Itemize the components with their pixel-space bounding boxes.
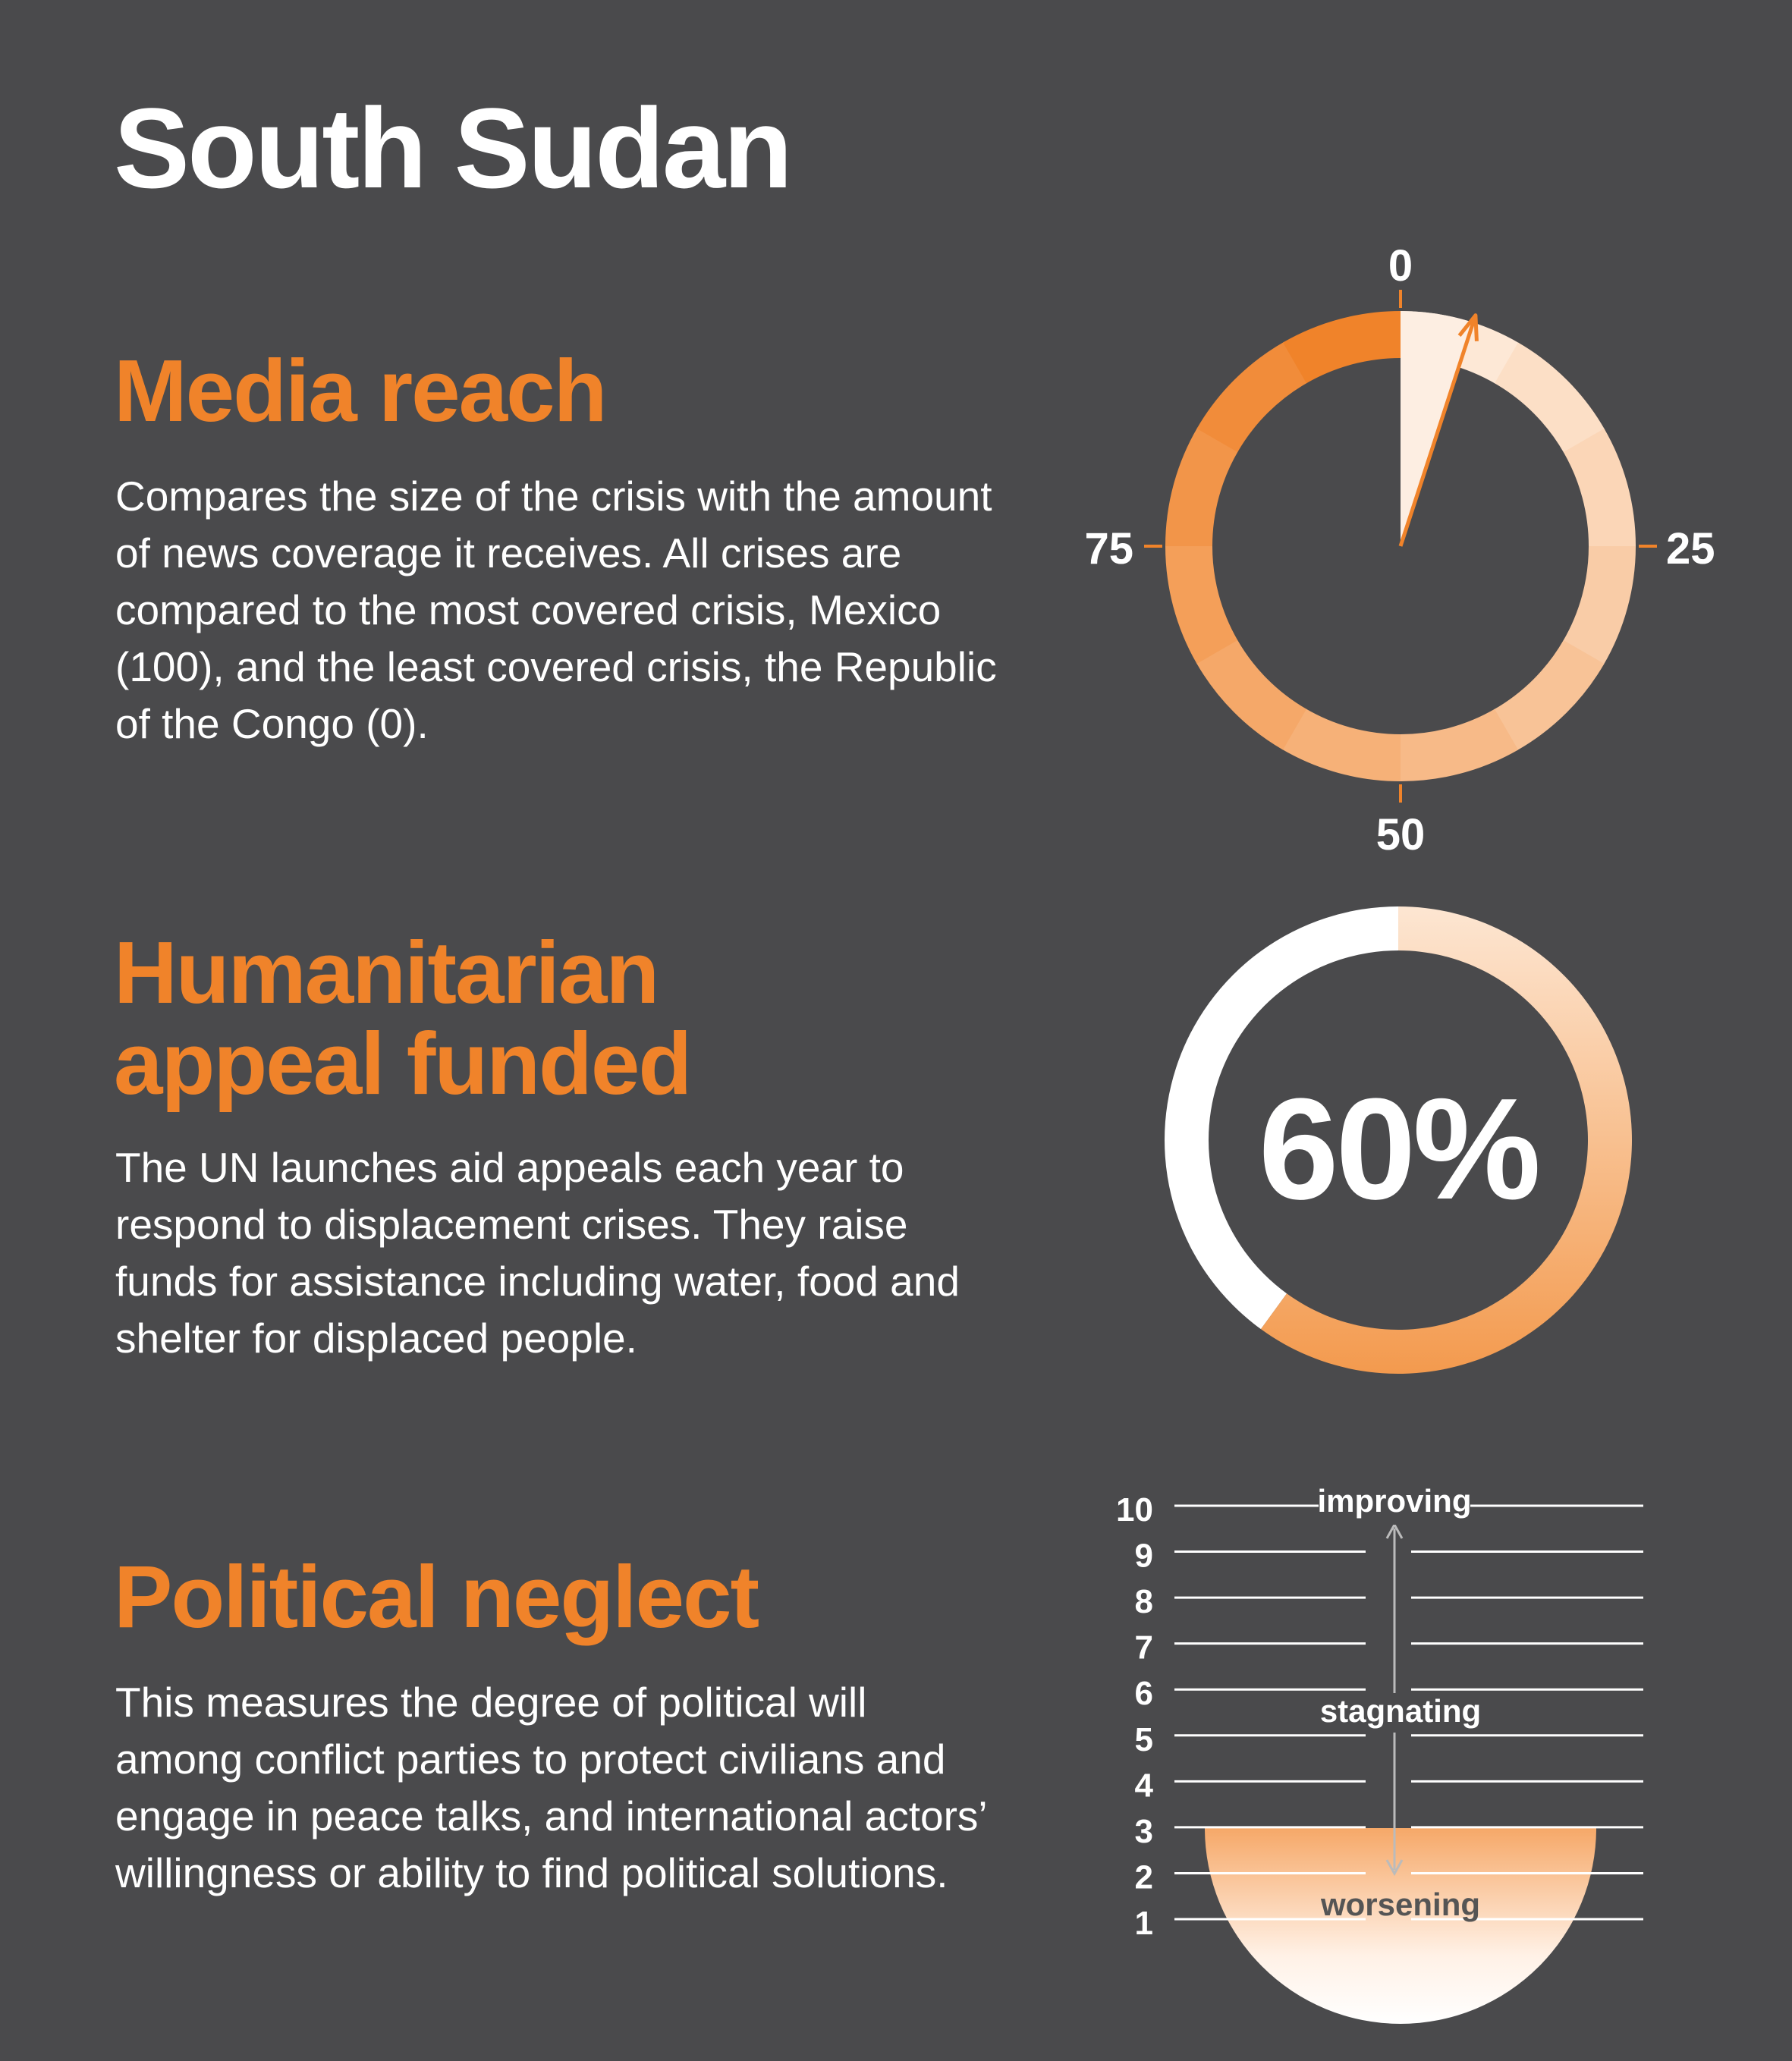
scale-tick-label: 7 (1134, 1629, 1153, 1667)
scale-tick-label: 6 (1134, 1675, 1153, 1713)
political-neglect-description: This measures the degree of political will among conflict parties to protect civilians and engage in peace talks, and international actors’ willingness or ability to find political solutions. (115, 1679, 986, 1896)
gauge-segment (1494, 640, 1605, 750)
scale-tick-label: 10 (1116, 1491, 1153, 1528)
donut-value-label: 60% (1258, 1069, 1539, 1230)
gauge-tick-label-75: 75 (1084, 524, 1133, 573)
gauge-tick-label-0: 0 (1388, 241, 1413, 291)
appeal-funded-heading: Humanitarian appeal funded (114, 923, 691, 1113)
gauge-tick-label-50: 50 (1375, 810, 1426, 859)
appeal-funded-description: The UN launches aid appeals each year to respond to displacement crises. They raise funds for assistance including water, food and shelter for displaced people. (115, 1144, 960, 1362)
political-neglect-heading: Political neglect (114, 1547, 759, 1646)
scale-level-improving: improving (1317, 1483, 1472, 1519)
gauge-segment (1564, 429, 1636, 548)
gauge-segment (1197, 342, 1308, 452)
scale-level-stagnating: stagnating (1319, 1693, 1482, 1729)
scale-fill (1205, 1828, 1596, 2024)
media-reach-heading: Media reach (114, 341, 606, 440)
scale-tick-label: 2 (1134, 1858, 1153, 1896)
gauge-segment (1283, 311, 1402, 383)
scale-level-worsening: worsening (1320, 1887, 1481, 1922)
scale-tick-label: 8 (1134, 1583, 1153, 1621)
scale-tick-label: 4 (1134, 1767, 1153, 1805)
gauge-segment (1399, 709, 1518, 781)
media-reach-gauge (1084, 241, 1715, 859)
appeal-funded-donut (1165, 906, 1632, 1374)
gauge-segment (1165, 545, 1237, 664)
gauge-tick-label-25: 25 (1666, 524, 1715, 573)
gauge-segment (1196, 639, 1306, 750)
scale-tick-label: 9 (1134, 1537, 1153, 1575)
scale-tick-label: 1 (1134, 1905, 1153, 1942)
scale-tick-labels (1116, 1491, 1153, 1942)
page-title: South Sudan (114, 84, 791, 212)
political-neglect-scale (1116, 1483, 1643, 2024)
scale-tick-label: 5 (1134, 1720, 1153, 1758)
gauge-segment (1495, 343, 1605, 454)
scale-tick-label: 3 (1134, 1812, 1153, 1850)
media-reach-description: Compares the size of the crisis with the amount of news coverage it receives. All crises are compared to the most covered crisis, Mexico (100), and the least covered crisis, the Republic of the Congo (0). (115, 473, 997, 747)
